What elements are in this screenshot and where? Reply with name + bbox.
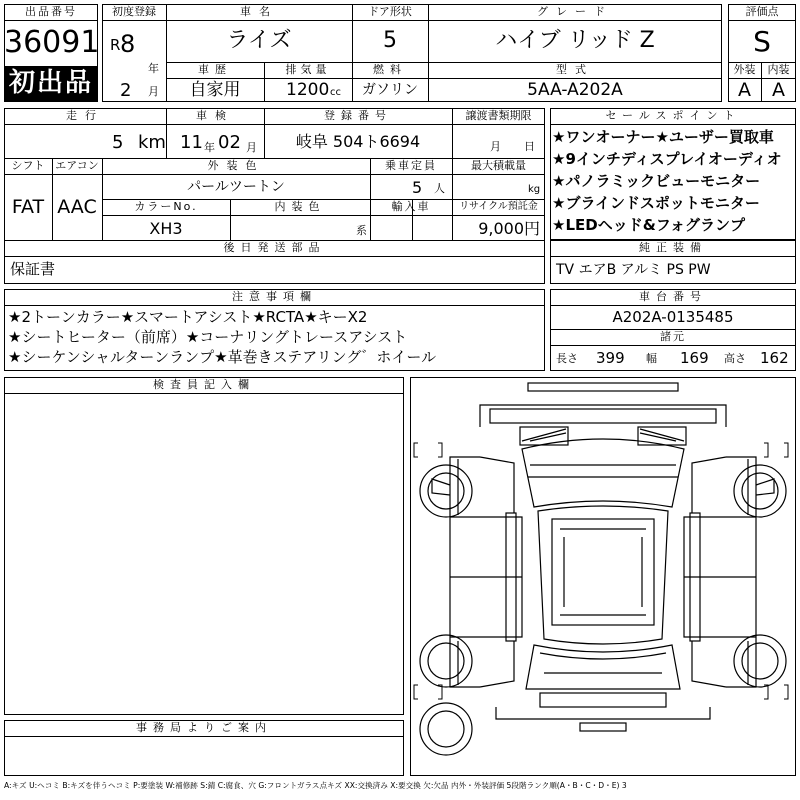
transfer-month-unit: 月 (490, 140, 501, 153)
selling-point-1: ★ワンオーナー★ユーザー買取車 (552, 128, 774, 146)
recycle: 9,000円 (478, 219, 540, 238)
fuel: ガソリン (362, 82, 418, 98)
reg-year: 8 (120, 30, 136, 58)
reg-month: 2 (120, 80, 132, 101)
door-label: ドア形状 (368, 5, 412, 18)
car-name: ライズ (226, 28, 292, 53)
reg-label: 初度登録 (112, 5, 156, 18)
selling-point-2: ★9インチディスプレイオーディオ (552, 150, 782, 168)
model-label: 型式 (556, 63, 594, 76)
intcolor-label: 内装色 (274, 200, 326, 213)
mileage-label: 走行 (66, 109, 104, 122)
score-label: 評価点 (745, 5, 779, 18)
load-unit: kg (528, 184, 541, 195)
damage-legend: A:キズ U:ヘコミ B:キズを伴うヘコミ P:要塗装 W:補修跡 S:錆 C:腐食、穴 G:フロントガラス点キズ XX:交換済み X:要交換 欠:欠品 内外・外装評価 5段階ランク順(A・B・C・D・E) 3 (4, 781, 627, 790)
capacity-label: 乗車定員 (385, 159, 437, 172)
chassis-label: 車台番号 (639, 290, 707, 303)
car-diagram (410, 377, 796, 776)
selling-point-3: ★パノラミックビューモニター (552, 172, 761, 190)
mileage: 5 (112, 132, 124, 153)
note-line-3: ★シーケンシャルターンランプ★革巻きステアリング゛ホイール (8, 348, 437, 366)
equipment: TV エアB アルミ PS PW (556, 262, 711, 278)
inspection-month-unit: 月 (246, 141, 257, 154)
displacement-unit: cc (330, 87, 341, 98)
inspection-month: 02 (218, 132, 241, 153)
grade-label: グレード (537, 5, 613, 18)
recycle-label: リサイクル預託金 (459, 201, 538, 212)
exterior-label: 外装 (733, 63, 756, 76)
color: パールツートン (187, 179, 285, 195)
specs-label: 諸元 (660, 330, 686, 343)
parts-label: 後日発送部品 (223, 241, 326, 254)
exterior-grade: A (738, 79, 751, 101)
displacement: 1200 (286, 80, 330, 100)
intcolor-unit: 系 (356, 224, 367, 237)
mileage-unit: km (138, 132, 166, 153)
plate: 岐阜 504ト6694 (295, 132, 421, 151)
history: 自家用 (189, 80, 241, 100)
load-label: 最大積載量 (471, 159, 526, 172)
plate-label: 登録番号 (324, 109, 392, 122)
selling-point-4: ★ブラインドスポットモニター (552, 194, 760, 212)
colorno: XH3 (149, 219, 183, 238)
grade: ハイブ リッド Z (495, 28, 655, 53)
history-label: 車歴 (198, 63, 232, 76)
inspection-label: 車検 (196, 109, 234, 122)
office-label: 事務局よりご案内 (136, 721, 272, 734)
era: R (110, 36, 121, 54)
shift: FAT (11, 196, 45, 218)
lot-number: 36091 (4, 25, 100, 60)
car-name-label: 車名 (240, 5, 278, 18)
selling-points-label: セールスポイント (605, 109, 741, 122)
model: 5AA-A202A (527, 80, 623, 100)
import-label: 輸入車 (391, 200, 431, 213)
fuel-label: 燃料 (373, 63, 407, 76)
inspector-label: 検査員記入欄 (153, 378, 255, 391)
displacement-label: 排気量 (285, 63, 331, 76)
parts: 保証書 (10, 260, 56, 278)
selling-point-5: ★LEDヘッド&フォグランプ (552, 216, 746, 234)
interior-label: 内装 (767, 63, 790, 76)
inspection-year-unit: 年 (204, 141, 215, 154)
ac: AAC (57, 196, 97, 218)
score: S (753, 25, 771, 58)
note-line-1: ★2トーンカラー★スマートアシスト★RCTA★キーX2 (8, 308, 368, 326)
width-label: 幅 (646, 352, 657, 365)
height: 162 (760, 349, 789, 367)
transfer-day-unit: 日 (524, 140, 535, 153)
inspector-box (4, 377, 404, 715)
doors: 5 (383, 28, 397, 53)
capacity: 5 (412, 178, 423, 197)
interior-grade: A (772, 79, 785, 101)
shift-label: シフト (11, 159, 45, 172)
capacity-unit: 人 (434, 182, 445, 195)
width: 169 (680, 349, 709, 367)
length-label: 長さ (556, 352, 578, 365)
equipment-label: 純正装備 (639, 241, 707, 254)
inspection-year: 11 (180, 132, 203, 153)
color-label: 外装色 (207, 159, 265, 172)
lot-label: 出品番号 (25, 5, 77, 18)
notes-label: 注意事項欄 (232, 290, 317, 303)
colorno-label: カラーNo. (134, 200, 198, 213)
month-unit: 月 (148, 85, 159, 98)
height-label: 高さ (724, 352, 746, 365)
note-line-2: ★シートヒーター（前席）★コーナリングトレースアシスト (8, 328, 408, 346)
first-listing-text: 初出品 (8, 68, 93, 98)
year-unit: 年 (148, 62, 159, 75)
chassis-number: A202A-0135485 (612, 308, 734, 326)
ac-label: エアコン (55, 159, 99, 172)
length: 399 (596, 349, 625, 367)
transfer-label: 譲渡書類期限 (465, 109, 532, 122)
